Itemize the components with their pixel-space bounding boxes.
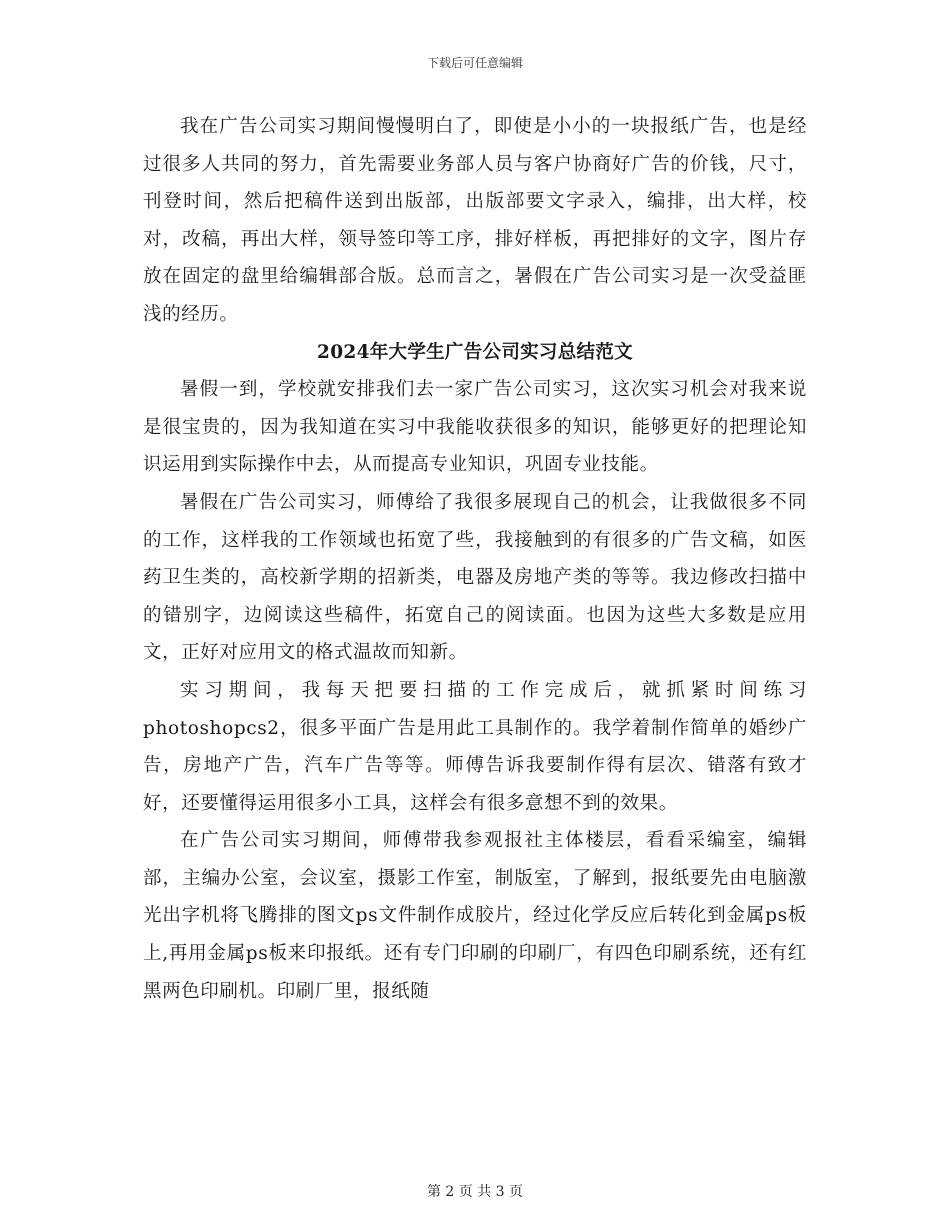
paragraph-2: 暑假一到，学校就安排我们去一家广告公司实习，这次实习机会对我来说是很宝贵的，因为我知道在实习中我能收获很多的知识，能够更好的把理论知识运用到实际操作中去，从而提高专业知识，巩固专业技能。	[143, 379, 807, 476]
paragraph-4: 实习期间，我每天把要扫描的工作完成后，就抓紧时间练习photoshopcs2，很多平面广告是用此工具制作的。我学着制作简单的婚纱广告，房地产广告，汽车广告等等。师傅告诉我要制作得有层次、错落有致才好，还要懂得运用很多小工具，这样会有很多意想不到的效果。	[143, 679, 807, 814]
page-footer: 第 2 页 共 3 页	[426, 1184, 524, 1200]
paragraph-3: 暑假在广告公司实习，师傅给了我很多展现自己的机会，让我做很多不同的工作，这样我的工作领域也拓宽了些，我接触到的有很多的广告文稿，如医药卫生类的，高校新学期的招新类，电器及房地产类的等等。我边修改扫描中的错别字，边阅读这些稿件，拓宽自己的阅读面。也因为这些大多数是应用文，正好对应用文的格式温故而知新。	[143, 491, 807, 664]
paragraph-5: 在广告公司实习期间，师傅带我参观报社主体楼层，看看采编室，编辑部，主编办公室，会议室，摄影工作室，制版室，了解到，报纸要先由电脑激光出字机将飞腾排的图文ps文件制作成胶片，经过化学反应后转化到金属ps板上,再用金属ps板来印报纸。还有专门印刷的印刷厂，有四色印刷系统，还有红黑两色印刷机。印刷厂里，报纸随	[143, 830, 807, 1002]
document-title: 2024年大学生广告公司实习总结范文	[317, 341, 633, 363]
document-body	[143, 108, 807, 1010]
paragraph-1: 我在广告公司实习期间慢慢明白了，即使是小小的一块报纸广告，也是经过很多人共同的努力，首先需要业务部人员与客户协商好广告的价钱，尺寸，刊登时间，然后把稿件送到出版部，出版部要文字录入，编排，出大样，校对，改稿，再出大样，领导签印等工序，排好样板，再把排好的文字，图片存放在固定的盘里给编辑部合版。总而言之，暑假在广告公司实习是一次受益匪浅的经历。	[143, 116, 807, 325]
page-header: 下载后可任意编辑	[426, 56, 523, 70]
